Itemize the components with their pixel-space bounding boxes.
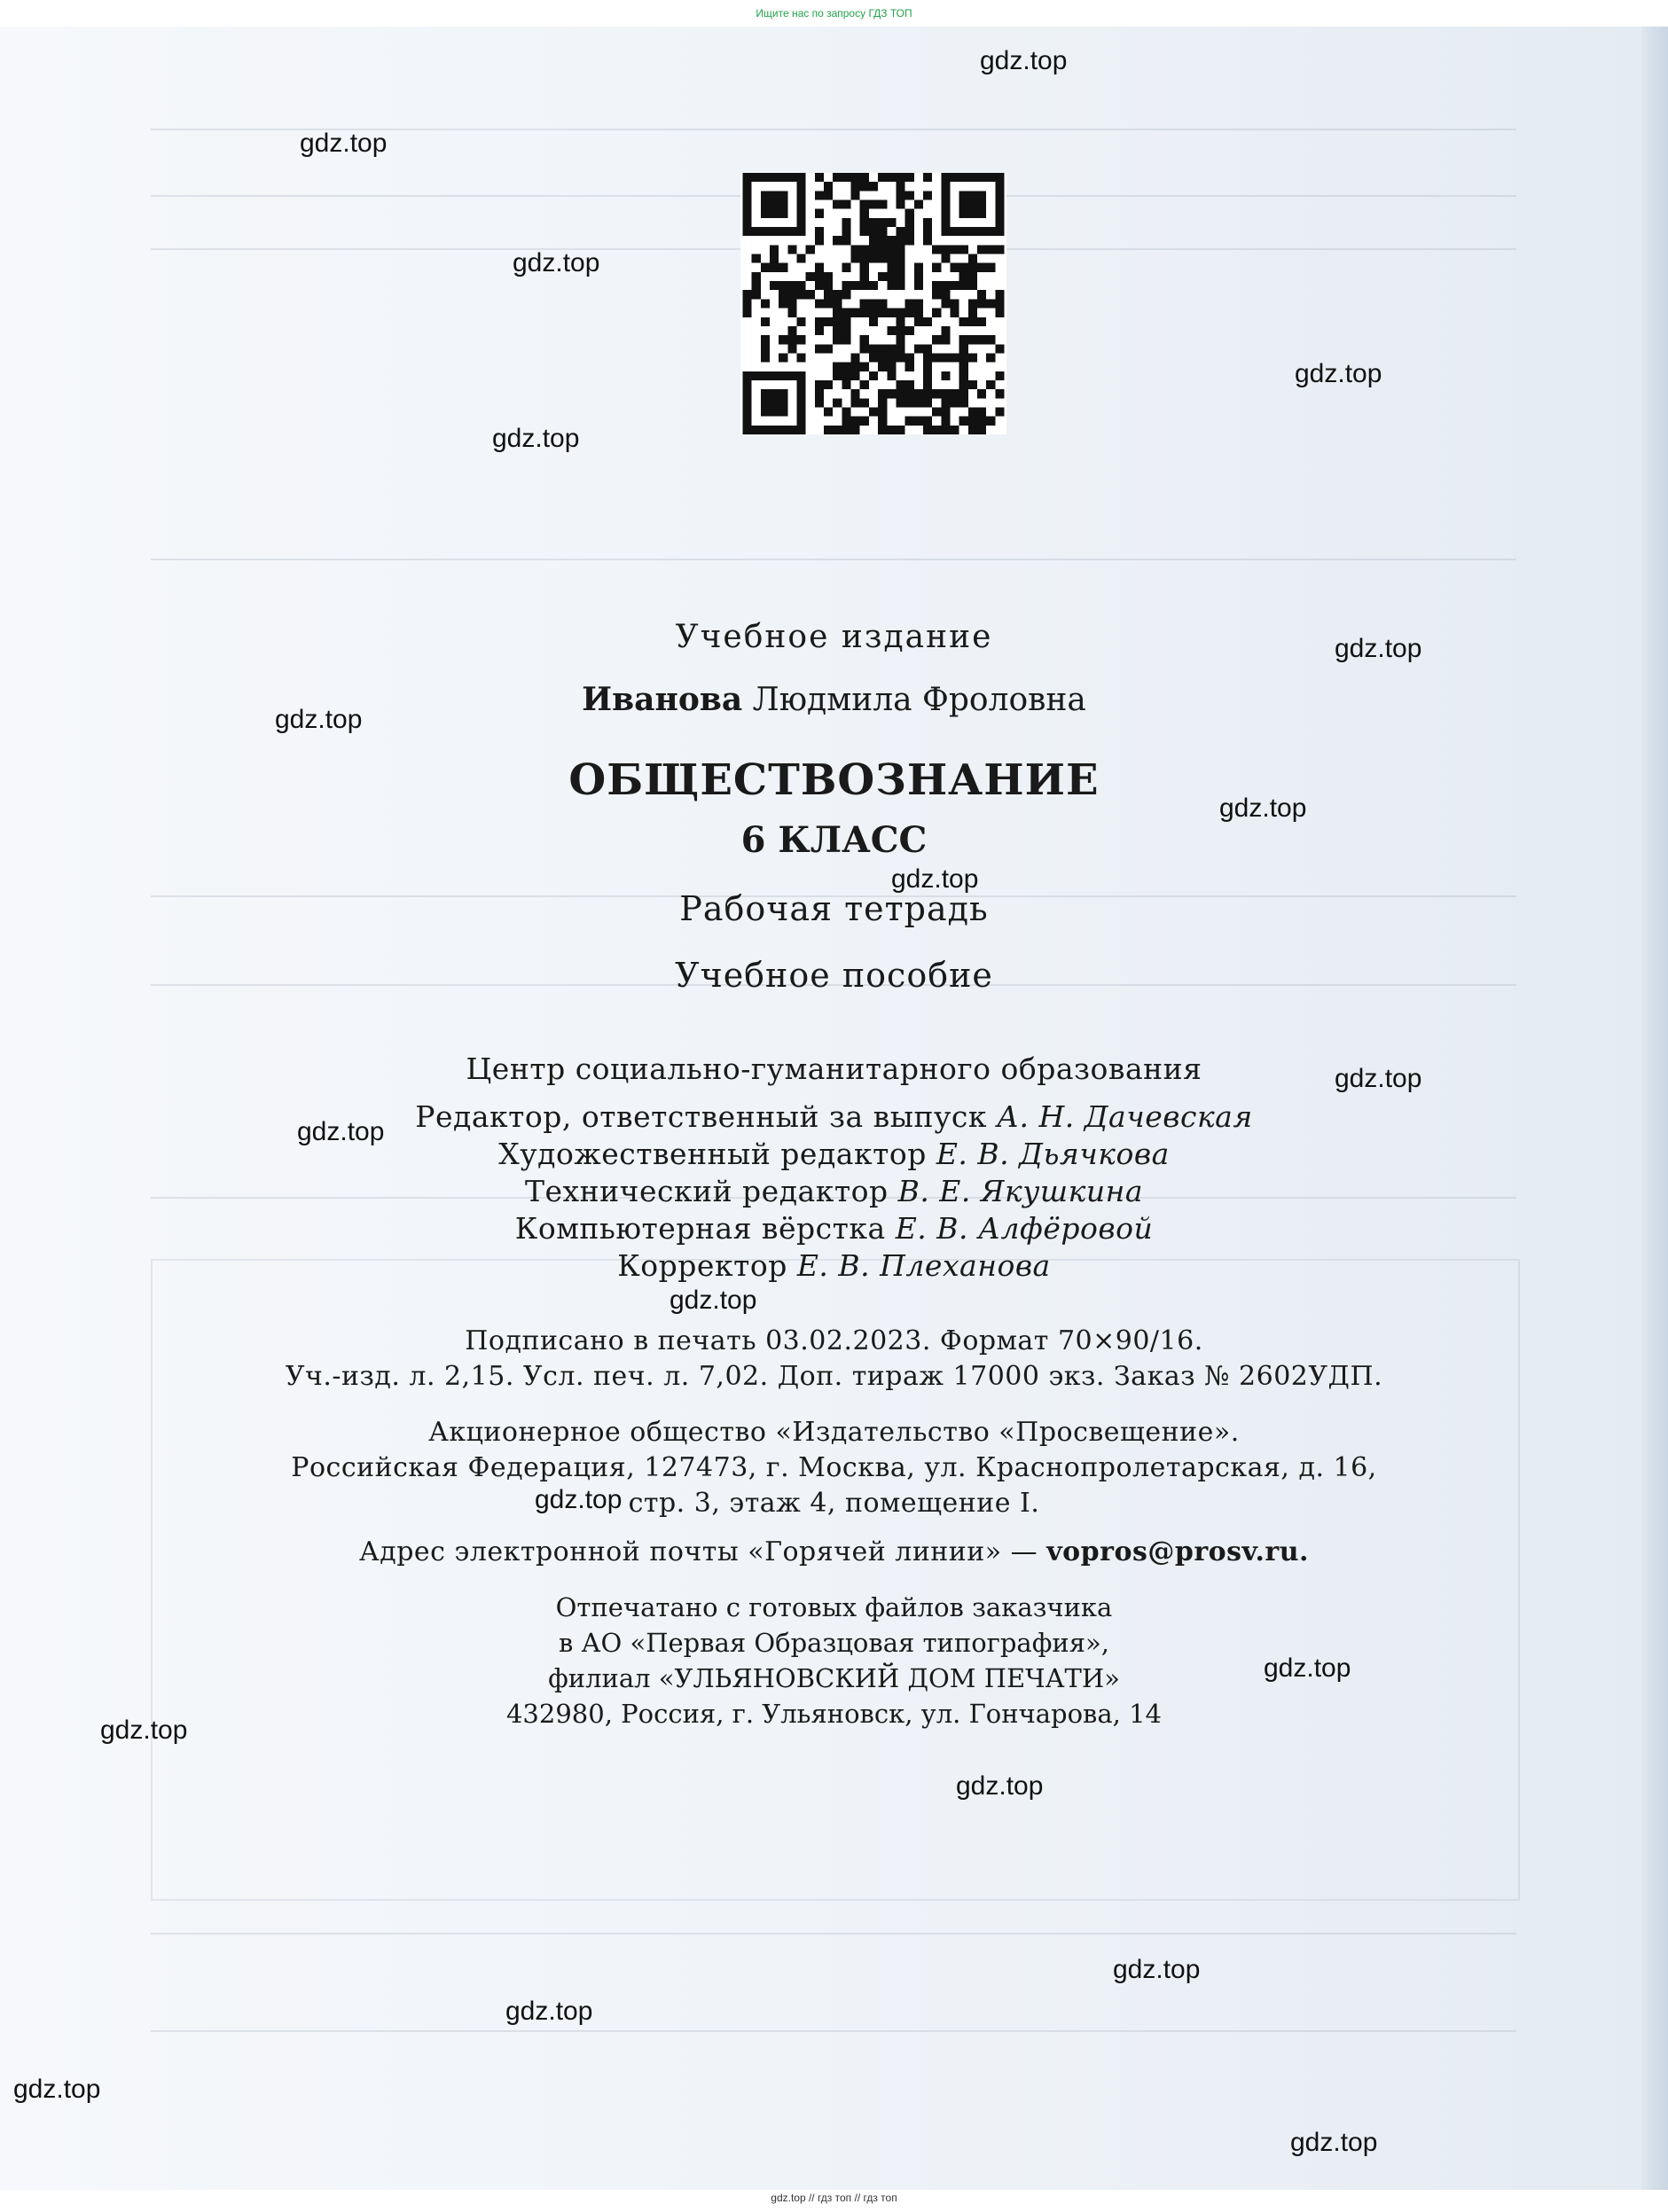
print-info-line: Подписано в печать 03.02.2023. Формат 70×90/16. xyxy=(465,1325,1203,1356)
watermark: gdz.top xyxy=(100,1716,188,1745)
publisher-line: стр. 3, этаж 4, помещение I. xyxy=(628,1488,1040,1519)
author-name: Людмила Фроловна xyxy=(752,682,1086,718)
author xyxy=(0,681,1668,718)
qr-code-graphic xyxy=(740,173,1006,434)
watermark: gdz.top xyxy=(1219,793,1307,823)
watermark: gdz.top xyxy=(1290,2128,1378,2157)
watermark: gdz.top xyxy=(956,1771,1044,1801)
hotline-email xyxy=(0,1536,1668,1567)
watermark: gdz.top xyxy=(1295,359,1382,388)
watermark: gdz.top xyxy=(492,424,580,453)
grade: 6 КЛАСС xyxy=(740,819,928,861)
credit-role: Корректор xyxy=(617,1248,787,1283)
center-name: Центр социально-гуманитарного образования xyxy=(466,1051,1202,1086)
printer-line: Отпечатано с готовых файлов заказчика xyxy=(555,1592,1113,1622)
credit-role: Художественный редактор xyxy=(498,1137,927,1171)
watermark: gdz.top xyxy=(275,705,363,734)
watermark: gdz.top xyxy=(1335,634,1422,663)
printer-line: в АО «Первая Образцовая типография», xyxy=(558,1628,1110,1658)
watermark: gdz.top xyxy=(670,1286,757,1315)
watermark: gdz.top xyxy=(1264,1653,1351,1683)
credit-line xyxy=(0,1174,1668,1208)
printer-line: филиал «УЛЬЯНОВСКИЙ ДОМ ПЕЧАТИ» xyxy=(548,1663,1120,1693)
credit-name: А. Н. Дачевская xyxy=(996,1099,1253,1134)
email-label: Адрес электронной почты «Горячей линии» — xyxy=(359,1536,1038,1567)
bleed-line xyxy=(151,2030,1516,2032)
credit-line xyxy=(0,1211,1668,1246)
watermark: gdz.top xyxy=(513,248,600,277)
bleed-line xyxy=(151,559,1516,560)
credit-role: Редактор, ответственный за выпуск xyxy=(415,1099,987,1134)
bleed-line xyxy=(151,1933,1516,1935)
watermark: gdz.top xyxy=(1335,1064,1422,1093)
credit-name: Е. В. Дьячкова xyxy=(936,1137,1170,1171)
publisher-line: Российская Федерация, 127473, г. Москва, ул. Краснопролетарская, д. 16, xyxy=(291,1452,1377,1483)
watermark: gdz.top xyxy=(891,864,979,894)
book-type: Учебное пособие xyxy=(675,956,993,995)
credit-line xyxy=(0,1248,1668,1283)
footer-note[interactable]: gdz.top // гдз топ // гдз топ xyxy=(771,2192,897,2204)
credit-name: Е. В. Плеханова xyxy=(796,1248,1051,1283)
watermark: gdz.top xyxy=(980,46,1068,75)
email-link[interactable]: vopros@prosv.ru. xyxy=(1046,1536,1309,1567)
credit-role: Технический редактор xyxy=(524,1174,889,1208)
credit-name: Е. В. Алфёровой xyxy=(895,1211,1154,1246)
watermark: gdz.top xyxy=(535,1485,623,1514)
watermark: gdz.top xyxy=(13,2075,101,2104)
print-info-line: Уч.-изд. л. 2,15. Усл. печ. л. 7,02. Доп. тираж 17000 экз. Заказ № 2602УДП. xyxy=(285,1361,1383,1392)
subtitle: Рабочая тетрадь xyxy=(679,889,989,928)
credit-role: Компьютерная вёрстка xyxy=(514,1211,886,1246)
printer-line: 432980, Россия, г. Ульяновск, ул. Гончарова, 14 xyxy=(505,1699,1163,1729)
top-search-note[interactable]: Ищите нас по запросу ГДЗ ТОП xyxy=(756,7,912,20)
watermark: gdz.top xyxy=(1113,1955,1201,1984)
watermark: gdz.top xyxy=(300,129,388,158)
credit-name: В. Е. Якушкина xyxy=(897,1174,1144,1208)
watermark: gdz.top xyxy=(297,1117,385,1146)
credit-line xyxy=(0,1137,1668,1171)
author-surname: Иванова xyxy=(582,681,743,718)
publisher-line: Акционерное общество «Издательство «Просвещение». xyxy=(428,1417,1240,1448)
edition-type: Учебное издание xyxy=(675,619,993,655)
book-title: ОБЩЕСТВОЗНАНИЕ xyxy=(568,755,1100,805)
qr-code[interactable] xyxy=(740,173,1006,434)
watermark: gdz.top xyxy=(505,1997,593,2026)
credit-line xyxy=(0,1099,1668,1134)
